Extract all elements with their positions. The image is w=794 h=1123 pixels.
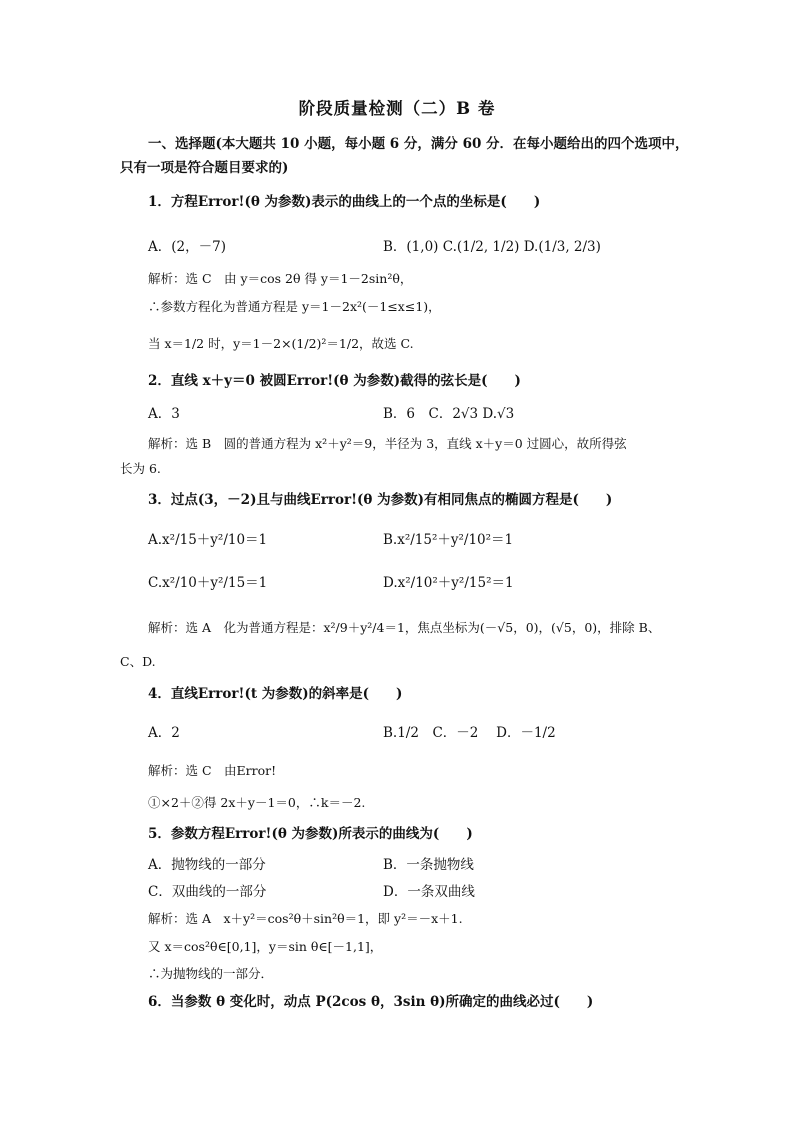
question-1-solution-line-2: ∴参数方程化为普通方程是 y＝1－2x²(－1≤x≤1)， [148, 299, 441, 314]
question-3-option-d: D.x²/10²＋y²/15²＝1 [383, 575, 514, 591]
question-5-stem: 5．参数方程Error!(θ 为参数)所表示的曲线为( ) [148, 826, 473, 842]
question-3-option-b: B.x²/15²＋y²/10²＝1 [383, 532, 514, 548]
question-2-solution-line-1: 解析：选 B 圆的普通方程为 x²＋y²＝9，半径为 3，直线 x＋y＝0 过圆心，故所得弦 [148, 436, 627, 451]
section-intro-line-2: 只有一项是符合题目要求的) [120, 160, 289, 176]
question-1-options-bcd: B．(1,0) C.(1/2, 1/2) D.(1/3, 2/3) [383, 239, 601, 255]
question-1-solution-line-3: 当 x＝1/2 时，y＝1－2×(1/2)²＝1/2，故选 C. [148, 336, 414, 351]
question-2-option-a: A．3 [148, 406, 180, 422]
question-1-option-a: A．(2，－7) [148, 239, 226, 255]
question-2-solution-line-2: 长为 6. [120, 461, 161, 476]
question-5-solution-line-2: 又 x＝cos²θ∈[0,1]，y＝sin θ∈[－1,1]， [148, 939, 383, 954]
question-5-solution-line-1: 解析：选 A x＋y²＝cos²θ＋sin²θ＝1，即 y²＝－x＋1. [148, 911, 463, 926]
question-4-stem: 4．直线Error!(t 为参数)的斜率是( ) [148, 686, 403, 702]
page-title: 阶段质量检测（二）B 卷 [298, 99, 496, 118]
question-3-solution-line-1: 解析：选 A 化为普通方程是：x²/9＋y²/4＝1，焦点坐标为(－√5，0)，(√5，0)，排除 B、 [148, 620, 661, 635]
question-5-solution-line-3: ∴为抛物线的一部分． [148, 966, 274, 981]
question-6-stem: 6．当参数 θ 变化时，动点 P(2cos θ，3sin θ)所确定的曲线必过( ) [148, 994, 594, 1010]
section-intro-line-1: 一、选择题(本大题共 10 小题，每小题 6 分，满分 60 分．在每小题给出的四个选项中， [148, 136, 689, 152]
question-4-solution-line-2: ①×2＋②得 2x＋y－1＝0，∴k＝－2. [148, 795, 366, 810]
question-1-solution-line-1: 解析：选 C 由 y＝cos 2θ 得 y＝1－2sin²θ， [148, 271, 413, 286]
question-1-stem: 1．方程Error!(θ 为参数)表示的曲线上的一个点的坐标是( ) [148, 194, 541, 210]
question-5-option-c: C．双曲线的一部分 [148, 884, 267, 900]
question-4-solution-line-1: 解析：选 C 由Error! [148, 763, 277, 778]
question-4-options-bcd: B.1/2 C．－2 D．－1/2 [383, 725, 556, 741]
question-5-option-d: D．一条双曲线 [383, 884, 475, 900]
question-3-option-a: A.x²/15＋y²/10＝1 [148, 532, 268, 548]
question-3-stem: 3．过点(3，－2)且与曲线Error!(θ 为参数)有相同焦点的椭圆方程是( ) [148, 492, 613, 508]
question-2-options-bcd: B．6 C．2√3 D.√3 [383, 406, 515, 422]
question-4-option-a: A．2 [148, 725, 180, 741]
question-3-option-c: C.x²/10＋y²/15＝1 [148, 575, 268, 591]
question-2-stem: 2．直线 x＋y＝0 被圆Error!(θ 为参数)截得的弦长是( ) [148, 373, 521, 389]
question-5-option-a: A．抛物线的一部分 [148, 857, 266, 873]
question-3-solution-line-2: C、D. [120, 654, 156, 669]
question-5-option-b: B．一条抛物线 [383, 857, 474, 873]
